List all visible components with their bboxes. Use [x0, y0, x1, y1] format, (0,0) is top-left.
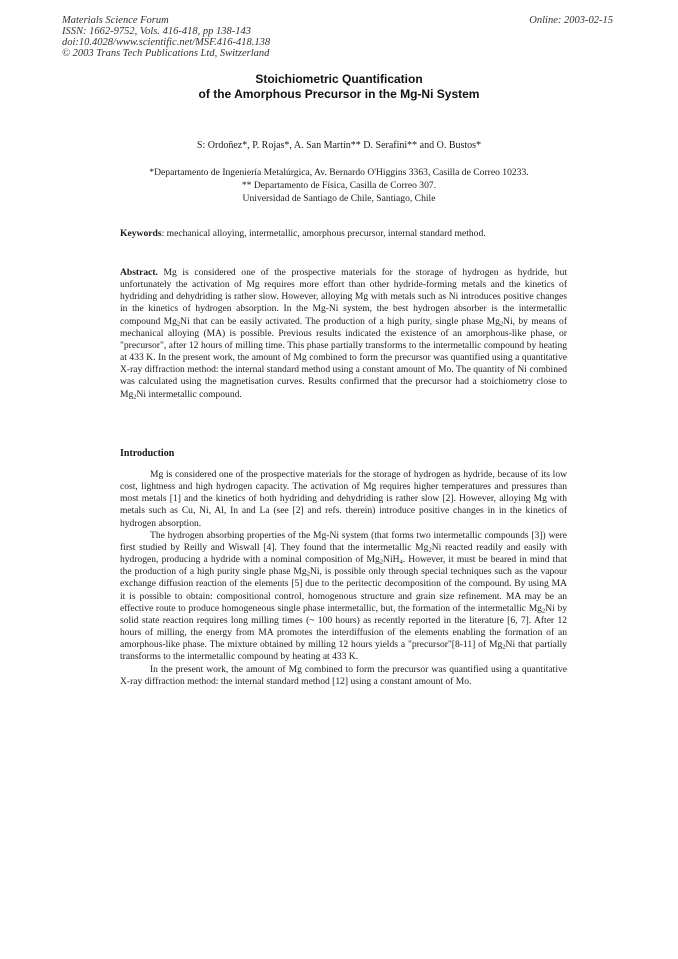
- subscript: 2: [133, 393, 137, 401]
- online-date: Online: 2003-02-15: [529, 15, 613, 26]
- affiliation-1: *Departamento de Ingeniería Metalúrgica, Av. Bernardo O'Higgins 3363, Casilla de Correo 10233.: [149, 167, 529, 178]
- keywords: [120, 228, 578, 239]
- intro-paragraph-3: In the present work, the amount of Mg combined to form the precursor was quantified using a quantitative X-ray diffraction method: the internal standard method [12] using a constant amount of Mo.: [120, 663, 567, 687]
- title-line-2: of the Amorphous Precursor in the Mg-Ni System: [198, 87, 480, 101]
- title-line-1: Stoichiometric Quantification: [255, 72, 423, 86]
- issn-line: ISSN: 1662-9752, Vols. 416-418, pp 138-143: [62, 26, 251, 37]
- journal-name: Materials Science Forum: [62, 15, 169, 26]
- abstract-text: Ni, by means of mechanical alloying (MA) is possible. Previous results indicated the existence of an amorphous-like phase, or "precursor", after 12 hours of milling time. This phase partially transforms to the intermetallic compound by heating at 433 K. In the present work, the amount of Mg combined to form the precursor was quantified using a quantitative X-ray diffraction method: the internal standard method using a constant amount of Mo. The quantity of Ni combined was calculated using the magnetisation curves. Results confirmed that the precursor had a stoichiometry close to Mg: [120, 315, 567, 400]
- author-list: S: Ordoñez*, P. Rojas*, A. San Martín** D. Serafini** and O. Bustos*: [196, 140, 482, 151]
- subscript: 2: [541, 607, 546, 615]
- paragraph-text: Ni, is possible only through special techniques such as the vapour exchange diffusion reaction of the elements [5] due to the peritectic decomposition of the compound. By using MA it is possible to obtain: compositional control, homogenous structure and grain size refinement. MA may be an effective route to produce homogeneous single phase intermetallic, but, the formation of the intermetallic Mg: [120, 566, 568, 614]
- subscript: 4: [399, 558, 403, 566]
- subscript: 2: [502, 643, 506, 651]
- intro-paragraph-2: [120, 530, 567, 664]
- affiliations: [70, 166, 608, 205]
- doi-line: doi:10.4028/www.scientific.net/MSF.416-418.138: [62, 37, 271, 48]
- paragraph-text: Ni reacted readily and easily with hydrogen, producing a hydride with a nominal composition of Mg: [120, 541, 567, 566]
- abstract-text: Ni intermetallic compound.: [136, 388, 242, 400]
- abstract: [120, 267, 567, 401]
- keywords-text: : mechanical alloying, intermetallic, amorphous precursor, internal standard method.: [161, 228, 486, 239]
- journal-header: [62, 15, 270, 59]
- paragraph-text: . However, it must be beared in mind that the production of a high purity single phase Mg: [120, 554, 567, 578]
- subscript: 2: [499, 320, 504, 328]
- affiliation-3: Universidad de Santiago de Chile, Santiago, Chile: [242, 193, 436, 204]
- abstract-label: Abstract.: [120, 267, 158, 278]
- subscript: 2: [176, 320, 181, 328]
- subscript: 2: [428, 546, 432, 554]
- affiliation-2: ** Departamento de Física, Casilla de Correo 307.: [241, 180, 437, 191]
- abstract-text: Mg is considered one of the prospective materials for the storage of hydrogen as hydride, but unfortunately the activation of Mg requires more effort than other hydride-forming metals and the kinetics of hydriding and dehydriding is rather slow. However, alloying Mg with metals such as Ni introduces positive changes in the kinetics of hydrogen absorption. In the Mg-Ni system, the best hydrogen absorber is the intermetallic compound Mg: [120, 267, 567, 327]
- paragraph-text: The hydrogen absorbing properties of the Mg-Ni system (that forms two intermetallic compounds [3]) were first studied by Reilly and Wiswall [4]. They found that the intermetallic Mg: [120, 529, 567, 553]
- keywords-label: Keywords: [120, 228, 162, 239]
- introduction-heading: Introduction: [120, 448, 175, 459]
- subscript: 2: [379, 558, 384, 566]
- subscript: 2: [306, 570, 310, 578]
- introduction-body: [120, 469, 567, 688]
- paragraph-text: Ni that partially transforms to the intermetallic compound by heating at 433 K.: [120, 639, 567, 663]
- abstract-text: Ni that can be easily activated. The production of a high purity, single phase Mg: [180, 315, 500, 327]
- paragraph-text: NiH: [383, 554, 400, 566]
- intro-paragraph-1: Mg is considered one of the prospective materials for the storage of hydrogen as hydride, because of its low cost, lightness and high hydrogen capacity. The activation of Mg requires higher temperatures and pressures than most metals [1] and the kinetics of both hydriding and dehydriding is rather slow [2]. However, alloying Mg with metals such as Cu, Ni, Al, In and La (see [2] and refs. therein) introduce positive changes in in the kinetics of hydrogen absorption.: [120, 469, 567, 529]
- paper-title: [60, 72, 618, 102]
- paragraph-text: Ni by solid state reaction requires long milling times (~ 100 hours) as recently reported in the literature [6, 7]. After 12 hours of milling, the energy from MA promotes the interdiffusion of the elements enabling the formation of an amorphous-like phase. The mixture obtained by milling 12 hours yields a "precursor"[8-11] of Mg: [120, 602, 567, 651]
- copyright-line: © 2003 Trans Tech Publications Ltd, Switzerland: [62, 48, 270, 59]
